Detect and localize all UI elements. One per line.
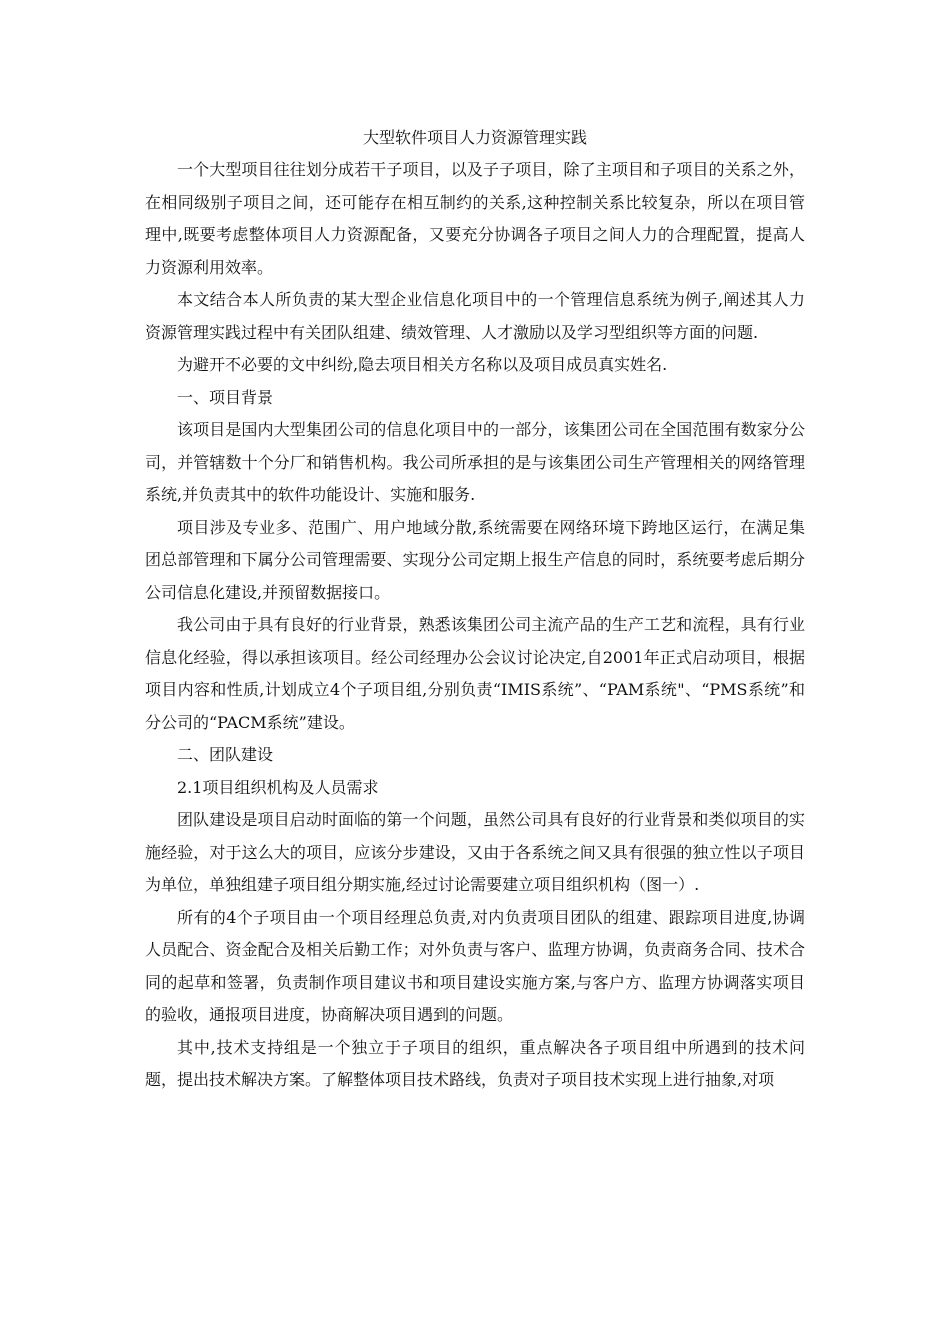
paragraph-background-3: 我公司由于具有良好的行业背景，熟悉该集团公司主流产品的生产工艺和流程，具有行业信息化经验，得以承担该项目。经公司经理办公会议讨论决定,自2001年正式启动项目，根据项目内容和性质,计划成立4个子项目组,分别负责“IMIS系统”、“PAM系统"、“PMS系统”和分公司的“PACM系统”建设。	[145, 615, 805, 732]
section-heading-team: 二、团队建设	[177, 745, 274, 764]
paragraph-scope: 本文结合本人所负责的某大型企业信息化项目中的一个管理信息系统为例子,阐述其人力资源管理实践过程中有关团队组建、绩效管理、人才激励以及学习型组织等方面的问题.	[145, 290, 805, 342]
paragraph-intro: 一个大型项目往往划分成若干子项目，以及子子项目，除了主项目和子项目的关系之外，在相同级别子项目之间，还可能存在相互制约的关系,这种控制关系比较复杂，所以在项目管理中,既要考虑整体项目人力资源配备，又要充分协调各子项目之间人力的合理配置，提高人力资源利用效率。	[145, 160, 805, 277]
paragraph-background-2: 项目涉及专业多、范围广、用户地域分散,系统需要在网络环境下跨地区运行，在满足集团总部管理和下属分公司管理需要、实现分公司定期上报生产信息的同时，系统要考虑后期分公司信息化建设,并预留数据接口。	[145, 517, 805, 602]
section-heading-background: 一、项目背景	[177, 387, 274, 407]
subsection-heading-organization: 2.1项目组织机构及人员需求	[177, 777, 379, 797]
paragraph-background-1: 该项目是国内大型集团公司的信息化项目中的一部分，该集团公司在全国范围有数家分公司，并管辖数十个分厂和销售机构。我公司所承担的是与该集团公司生产管理相关的网络管理系统,并负责其中的软件功能设计、实施和服务.	[145, 420, 805, 504]
document-body	[145, 122, 805, 1097]
paragraph-team-3: 其中,技术支持组是一个独立于子项目的组织，重点解决各子项目组中所遇到的技术问题，提出技术解决方案。了解整体项目技术路线，负责对子项目技术实现上进行抽象,对项	[145, 1037, 805, 1089]
paragraph-disclaimer: 为避开不必要的文中纠纷,隐去项目相关方名称以及项目成员真实姓名.	[177, 355, 668, 374]
paragraph-team-2: 所有的4个子项目由一个项目经理总负责,对内负责项目团队的组建、跟踪项目进度,协调人员配合、资金配合及相关后勤工作；对外负责与客户、监理方协调，负责商务合同、技术合同的起草和签署，负责制作项目建议书和项目建设实施方案,与客户方、监理方协调落实项目的验收，通报项目进度，协商解决项目遇到的问题。	[145, 907, 805, 1024]
document-title: 大型软件项目人力资源管理实践	[362, 128, 587, 147]
paragraph-team-1: 团队建设是项目启动时面临的第一个问题，虽然公司具有良好的行业背景和类似项目的实施经验，对于这么大的项目，应该分步建设，又由于各系统之间又具有很强的独立性以子项目为单位，单独组建子项目组分期实施,经过讨论需要建立项目组织机构（图一）.	[145, 810, 805, 894]
